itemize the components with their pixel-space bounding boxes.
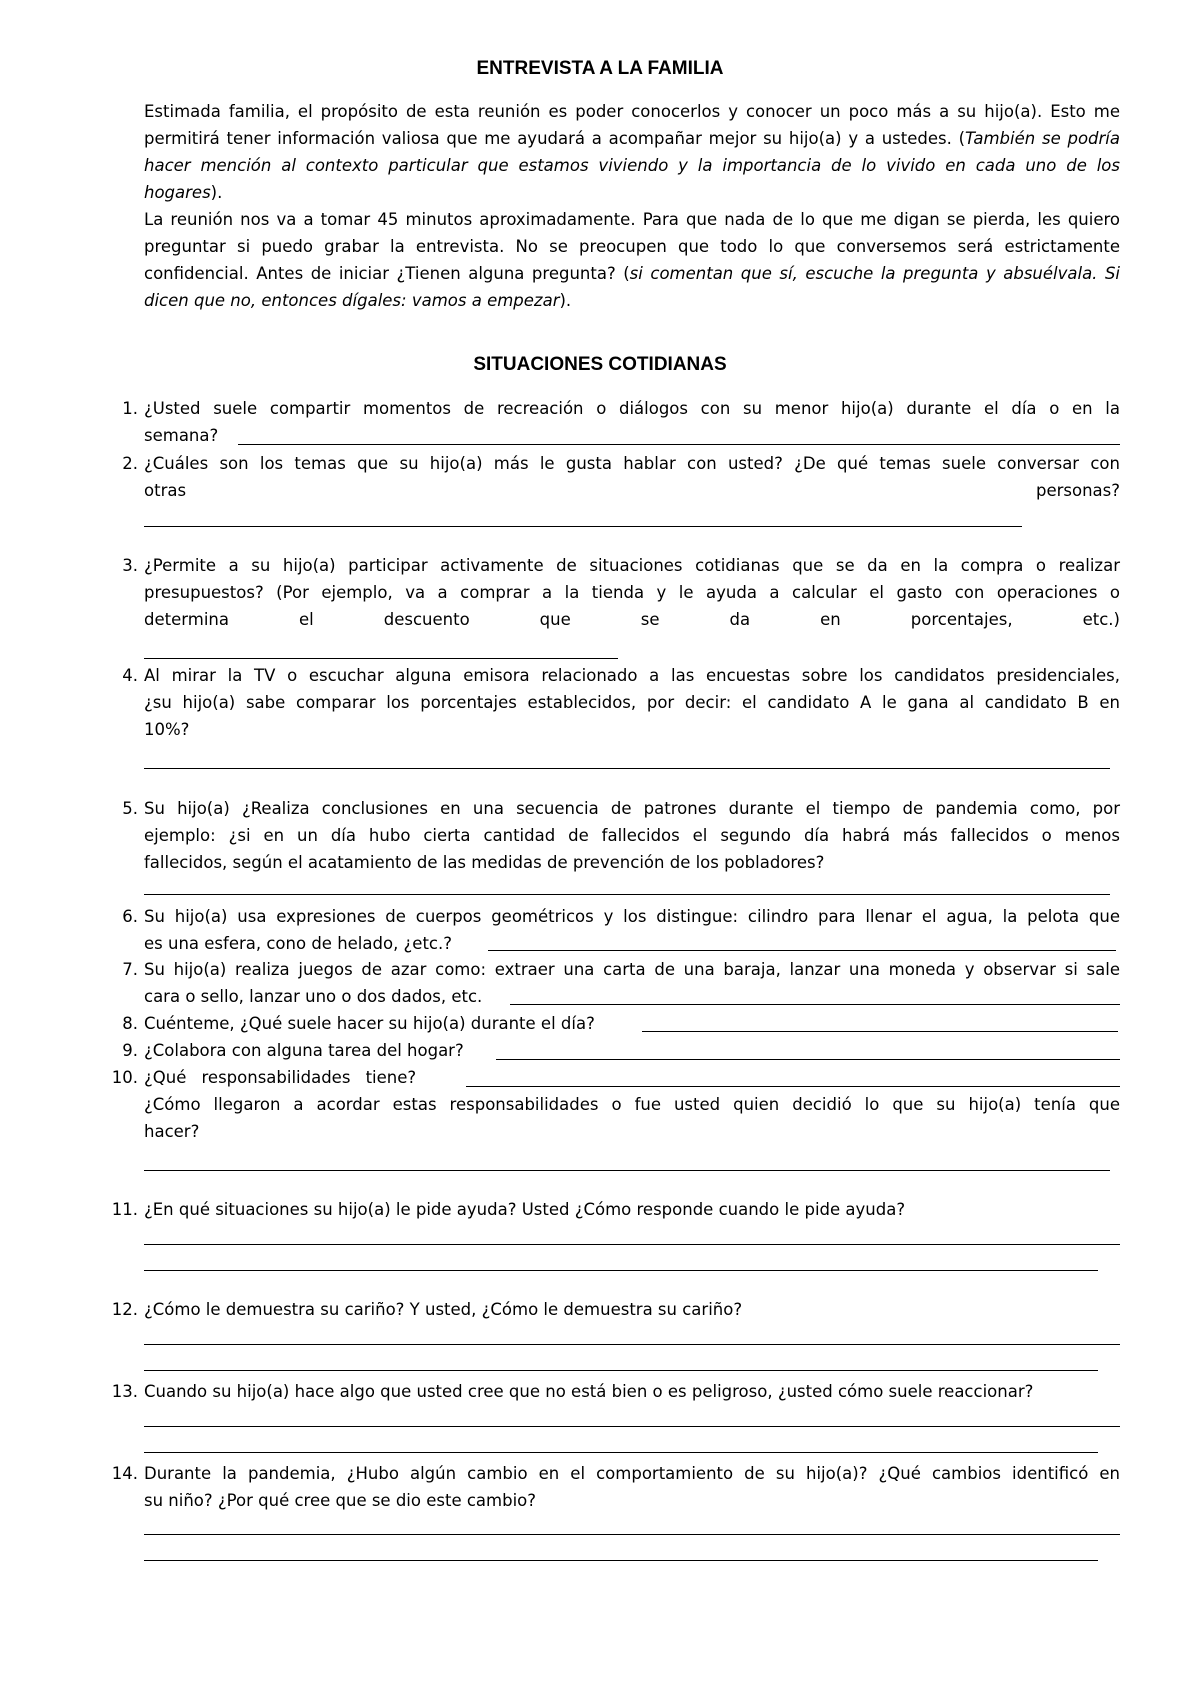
- question-text: Su hijo(a) usa expresiones de cuerpos geométricos y los distingue: cilindro para llenar el agua, la pelota que: [144, 907, 1120, 926]
- question-text: ejemplo: ¿si en un día hubo cierta cantidad de fallecidos el segundo día habrá más fallecidos o menos: [144, 826, 1120, 845]
- question-text: su niño? ¿Por qué cree que se dio este cambio?: [144, 1491, 537, 1510]
- intro-text-end: ).: [559, 291, 572, 310]
- answer-line[interactable]: [144, 1270, 1098, 1271]
- question-text: ¿Usted suele compartir momentos de recreación o diálogos con su menor hijo(a) durante el día o en la: [144, 399, 1120, 418]
- intro-text: La reunión nos va a tomar 45 minutos aproximadamente. Para que nada de lo que me digan se pierda, les quiero preguntar si puedo grabar la entrevista. No se preocupen que todo lo que conversemos será estrictamente confidencial. Antes de iniciar ¿Tienen alguna pregunta? (: [144, 210, 1120, 283]
- question-number: 2.: [122, 454, 138, 473]
- question-text: ¿En qué situaciones su hijo(a) le pide ayuda? Usted ¿Cómo responde cuando le pide ayuda?: [144, 1200, 906, 1219]
- question-text: Cuando su hijo(a) hace algo que usted cree que no está bien o es peligroso, ¿usted cómo suele reaccionar?: [144, 1382, 1034, 1401]
- answer-line[interactable]: [144, 1452, 1098, 1453]
- question-text: fallecidos, según el acatamiento de las medidas de prevención de los pobladores?: [144, 853, 825, 872]
- answer-line[interactable]: [488, 950, 1116, 951]
- question-number: 12.: [111, 1300, 138, 1319]
- question-text: Su hijo(a) realiza juegos de azar como: extraer una carta de una baraja, lanzar una moneda y observar si sale: [144, 960, 1120, 979]
- answer-line[interactable]: [642, 1031, 1118, 1032]
- question-number: 8.: [122, 1014, 138, 1033]
- question-text: Cuénteme, ¿Qué suele hacer su hijo(a) durante el día?: [144, 1014, 595, 1033]
- question-text: determina el descuento que se da en porcentajes, etc.): [144, 610, 1120, 629]
- question-text: ¿Permite a su hijo(a) participar activamente de situaciones cotidianas que se da en la compra o realizar: [144, 556, 1120, 575]
- question-text-cont: personas?: [1035, 481, 1120, 500]
- question-text: es una esfera, cono de helado, ¿etc.?: [144, 934, 453, 953]
- question-text: ¿Colabora con alguna tarea del hogar?: [144, 1041, 464, 1060]
- intro-text: Estimada familia, el propósito de esta reunión es poder conocerlos y conocer un poco más a su hijo(a). Esto me permitirá tener información valiosa que me ayudará a acompañar mejor su hijo(a) y a ustedes. (: [144, 102, 1120, 148]
- question-number: 3.: [122, 556, 138, 575]
- answer-line[interactable]: [144, 1244, 1120, 1245]
- answer-line[interactable]: [144, 658, 618, 659]
- answer-line[interactable]: [144, 1344, 1120, 1345]
- answer-line[interactable]: [144, 894, 1110, 895]
- answer-line[interactable]: [238, 444, 1120, 445]
- question-text: ¿Cuáles son los temas que su hijo(a) más le gusta hablar con usted? ¿De qué temas suele conversar con: [144, 454, 1120, 473]
- answer-line[interactable]: [510, 1004, 1120, 1005]
- question-text: 10%?: [144, 720, 190, 739]
- question-number: 5.: [122, 799, 138, 818]
- question-text: ¿Qué responsabilidades tiene?: [144, 1068, 417, 1087]
- answer-line[interactable]: [144, 1426, 1120, 1427]
- question-text: ¿Cómo llegaron a acordar estas responsabilidades o fue usted quien decidió lo que su hijo(a) tenía que: [144, 1095, 1120, 1114]
- document-title: ENTREVISTA A LA FAMILIA: [476, 58, 724, 79]
- question-number: 7.: [122, 960, 138, 979]
- answer-line[interactable]: [466, 1086, 1120, 1087]
- question-text: Al mirar la TV o escuchar alguna emisora relacionado a las encuestas sobre los candidatos presidenciales,: [144, 666, 1120, 685]
- question-text: ¿Cómo le demuestra su cariño? Y usted, ¿Cómo le demuestra su cariño?: [144, 1300, 743, 1319]
- question-number: 13.: [111, 1382, 138, 1401]
- question-number: 14.: [111, 1464, 138, 1483]
- intro-paragraph-2: [144, 206, 1120, 314]
- question-number: 10.: [111, 1068, 138, 1087]
- question-text: Durante la pandemia, ¿Hubo algún cambio en el comportamiento de su hijo(a)? ¿Qué cambios identificó en: [144, 1464, 1120, 1483]
- question-text: ¿su hijo(a) sabe comparar los porcentajes establecidos, por decir: el candidato A le gana al candidato B en: [144, 693, 1120, 712]
- question-number: 6.: [122, 907, 138, 926]
- answer-line[interactable]: [144, 768, 1110, 769]
- question-text: hacer?: [144, 1122, 200, 1141]
- intro-note: si comentan que sí, escuche la pregunta y absuélvala. Si dicen que no, entonces dígales: vamos a empezar: [144, 264, 1120, 310]
- answer-line[interactable]: [144, 1370, 1098, 1371]
- question-number: 4.: [122, 666, 138, 685]
- intro-note: También se podría hacer mención al contexto particular que estamos viviendo y la importancia de lo vivido en cada uno de los hogares: [144, 129, 1120, 202]
- question-number: 9.: [122, 1041, 138, 1060]
- question-text: [144, 477, 1120, 504]
- intro-paragraph-1: [144, 98, 1120, 206]
- section-title: SITUACIONES COTIDIANAS: [473, 354, 727, 375]
- answer-line[interactable]: [144, 1170, 1110, 1171]
- question-number: 1.: [122, 399, 138, 418]
- question-text: Su hijo(a) ¿Realiza conclusiones en una secuencia de patrones durante el tiempo de pandemia como, por: [144, 799, 1120, 818]
- question-text: cara o sello, lanzar uno o dos dados, etc.: [144, 987, 483, 1006]
- answer-line[interactable]: [496, 1059, 1120, 1060]
- question-text: presupuestos? (Por ejemplo, va a comprar a la tienda y le ayuda a calcular el gasto con operaciones o: [144, 583, 1120, 602]
- answer-line[interactable]: [144, 1560, 1098, 1561]
- answer-line[interactable]: [144, 526, 1022, 527]
- question-number: 11.: [111, 1200, 138, 1219]
- intro-text-end: ).: [210, 183, 223, 202]
- question-text-cont: otras: [144, 481, 187, 500]
- answer-line[interactable]: [144, 1534, 1120, 1535]
- question-text-cont: semana?: [144, 426, 219, 445]
